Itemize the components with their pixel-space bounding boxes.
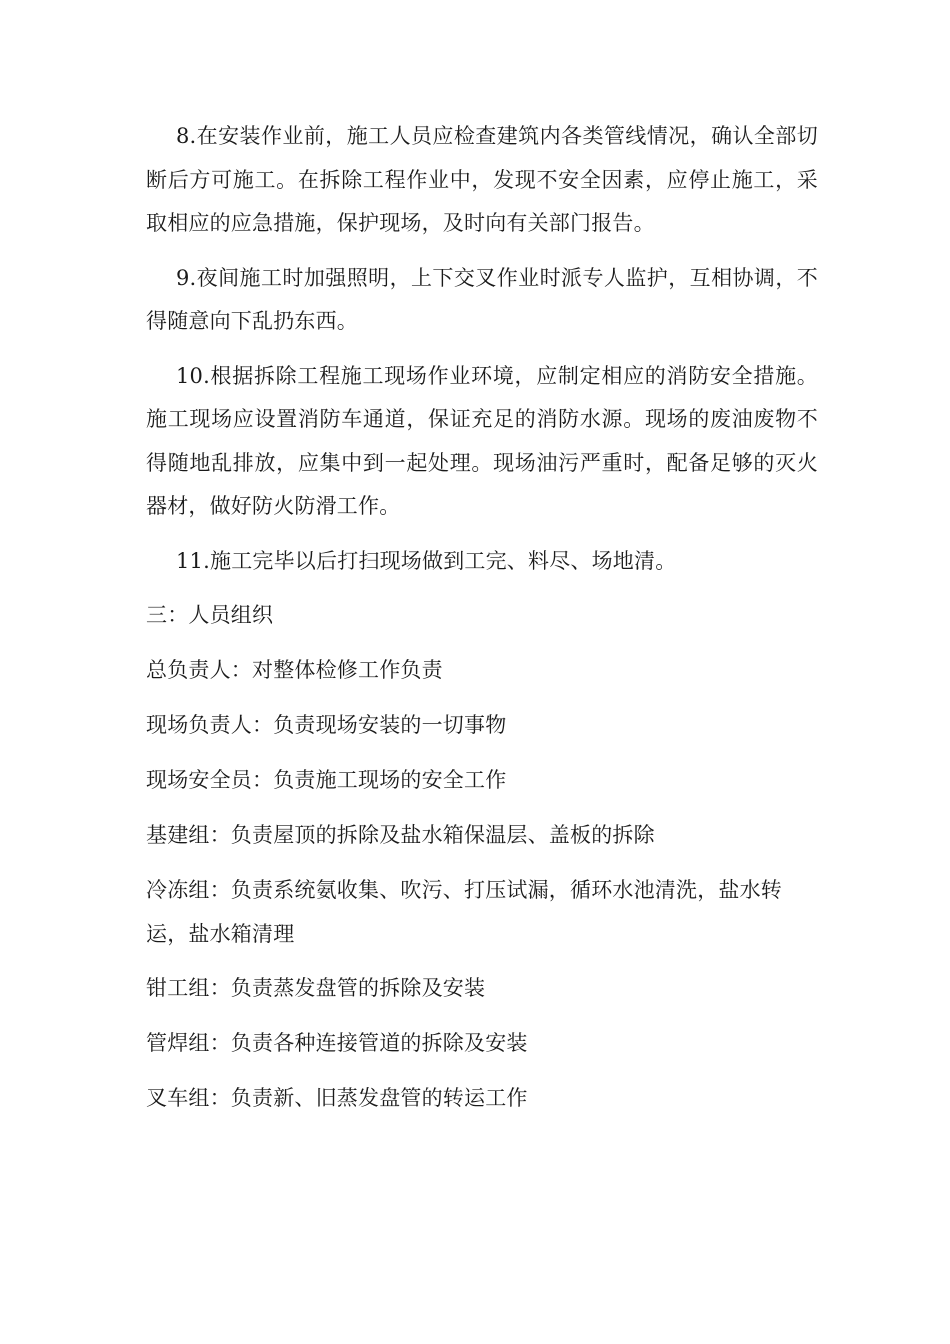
role-safety-officer: 现场安全员：负责施工现场的安全工作 bbox=[146, 768, 507, 792]
paragraph-item-11: 11.施工完毕以后打扫现场做到工完、料尽、场地清。 bbox=[176, 548, 677, 573]
role-general-manager: 总负责人：对整体检修工作负责 bbox=[146, 658, 443, 682]
role-pipe-welding-team: 管焊组：负责各种连接管道的拆除及安装 bbox=[146, 1031, 528, 1055]
role-construction-team: 基建组：负责屋顶的拆除及盐水箱保温层、盖板的拆除 bbox=[146, 823, 655, 847]
paragraph-item-8: 8.在安装作业前，施工人员应检查建筑内各类管线情况，确认全部切断后方可施工。在拆除工程作业中，发现不安全因素，应停止施工，采取相应的应急措施，保护现场，及时向有关部门报告。 bbox=[146, 124, 818, 235]
role-fitter-team: 钳工组：负责蒸发盘管的拆除及安装 bbox=[146, 976, 486, 1000]
role-site-manager: 现场负责人：负责现场安装的一切事物 bbox=[146, 713, 507, 737]
paragraph-item-10: 10.根据拆除工程施工现场作业环境，应制定相应的消防安全措施。施工现场应设置消防车通道，保证充足的消防水源。现场的废油废物不得随地乱排放，应集中到一起处理。现场油污严重时，配备足够的灭火器材，做好防火防滑工作。 bbox=[146, 363, 818, 518]
role-forklift-team: 叉车组：负责新、旧蒸发盘管的转运工作 bbox=[146, 1086, 528, 1110]
paragraph-item-9: 9.夜间施工时加强照明，上下交叉作业时派专人监护，互相协调，不得随意向下乱扔东西。 bbox=[146, 265, 818, 333]
document-body bbox=[146, 115, 818, 1132]
role-refrigeration-team: 冷冻组：负责系统氨收集、吹污、打压试漏，循环水池清洗，盐水转运，盐水箱清理 bbox=[146, 878, 782, 946]
section-heading: 三：人员组织 bbox=[146, 603, 274, 627]
